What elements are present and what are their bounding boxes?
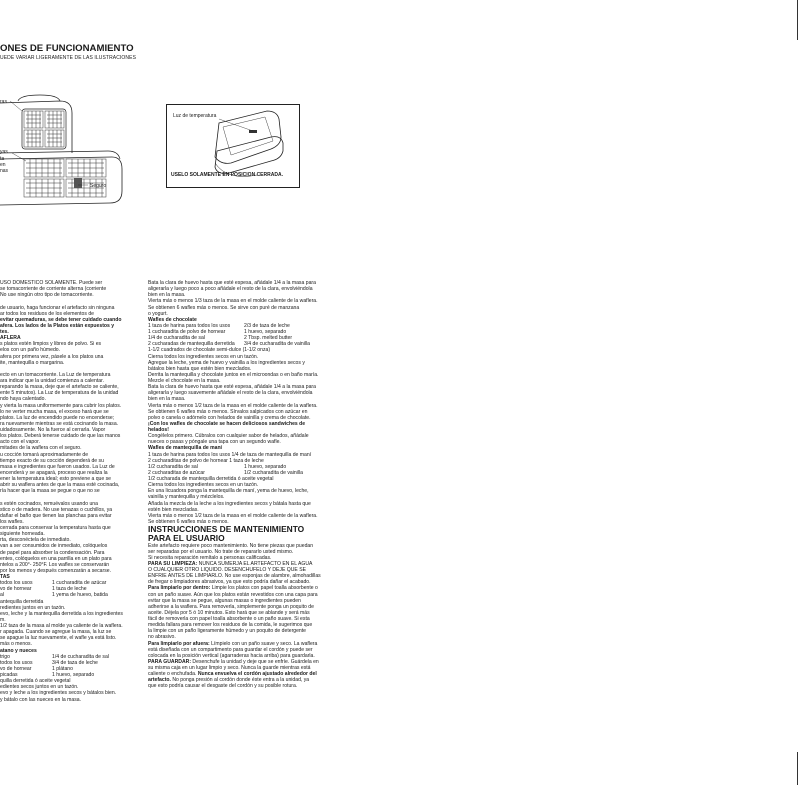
right-text-line: bien en la masa. xyxy=(148,292,186,299)
figure-label-3: en xyxy=(0,162,6,168)
left-text-line: van a ser consumidos de inmediato, colóquelos xyxy=(0,543,108,550)
right-text-line: está diseñada con un compartimento para guardar el cordón y puede ser xyxy=(148,646,313,653)
right-text-line-first: 1 cucharadita de polvo de hornear xyxy=(148,329,226,335)
right-text-line-second: 2/3 de taza de leche xyxy=(244,322,290,329)
left-text-line-second: 1 huevo, separado xyxy=(52,672,95,678)
right-text-line: INSTRUCCIONES DE MANTENIMIENTO xyxy=(148,524,305,534)
right-text-line: ser reparadas por el usuario. No trate de repararlo usted mismo. xyxy=(148,548,294,555)
right-text-line: aceite. Déjela por 5 ó 10 minutos. Esto hará que se ablande y será más xyxy=(148,609,310,616)
left-text-line-first: vo de hornear xyxy=(0,665,32,672)
left-text-line: masa e ingredientes que fueron usados. La Luz de xyxy=(0,463,115,470)
left-text-line: r apagada. Cuando se agregue la masa, la luz se xyxy=(0,629,112,636)
left-text-line: u cocción tomará aproximadamente de xyxy=(0,451,89,458)
left-text-line: evo y leche a los ingredientes secos y bátalos bien. xyxy=(0,690,117,697)
right-text-line-first: 2 cucharaditas de azúcar xyxy=(148,469,205,476)
right-text-line: Vierta más o menos 1/3 taza de la masa en el molde caliente de la waflera. xyxy=(148,298,318,305)
right-text-line: adherirse a la waflera. Para removerla, simplemente ponga un poquito de xyxy=(148,603,314,610)
right-text-line: Congélelos primero. Cúbralos con cualquier sabor de helados, añádale xyxy=(148,433,309,440)
left-text-line: y vierta la masa uniformemente para cubrir los platos. xyxy=(0,402,122,409)
crop-mark-top xyxy=(797,0,798,40)
right-text-line: Si necesita reparación remítalo a personas calificadas. xyxy=(148,554,272,561)
right-text-line: 2 cucharaditas de polvo de hornear 1 taza de leche xyxy=(148,457,264,464)
left-text-line: ar todos los residuos de los elementos de xyxy=(0,310,95,317)
right-text-line: la limpie con un paño ligeramente húmedo y un poquito de detergente xyxy=(148,628,307,635)
left-text-line-second: 3/4 de taza de leche xyxy=(52,659,98,666)
right-text-line: Agregue la leche, yema de huevo y vainilla a los ingredientes secos y xyxy=(148,359,305,366)
right-text-line: Bata la clara de huevo hasta que esté espesa, añádale 1/4 a la masa para xyxy=(148,280,316,286)
right-text-line: Vierta más o menos 1/2 taza de la masa en el molde caliente de la waflera. xyxy=(148,402,318,409)
right-text-line: Cierna todos los ingredientes secos en un tazón. xyxy=(148,482,259,489)
figure-label-4: nas xyxy=(0,168,9,174)
right-text-line: PARA EL USUARIO xyxy=(148,532,225,543)
left-text-line: antequilla derretida xyxy=(0,598,44,605)
left-text-line: AFLERA xyxy=(0,335,21,342)
figure-caption-closed: USELO SOLAMENTE EN POSICION CERRADA. xyxy=(171,172,283,178)
left-text-line: ite, mantequilla o margarina. xyxy=(0,359,65,366)
right-text-line: ENFRIE ANTES DE LIMPIARLO. No use esponjas de alambre, almohadillas xyxy=(148,573,321,580)
left-text-line: m. xyxy=(0,616,6,623)
left-text-line: atano y nueces xyxy=(0,647,37,654)
left-text-line-second: 1 taza de leche xyxy=(52,586,87,593)
figure-label-seguro: Seguro xyxy=(90,183,107,189)
right-text-line: Añada la mezcla de la leche a los ingredientes secos y bátala hasta que xyxy=(148,500,311,507)
right-text-line: ¡Con los wafles de chocolate se hacen deliciosos sandwiches de xyxy=(148,420,306,427)
left-text-line-second: 1/4 de cucharadita de sal xyxy=(52,653,109,660)
left-text-line: por los menos y después comenzarán a secarse. xyxy=(0,567,111,574)
left-text-line: mitades de la waflera con el seguro. xyxy=(0,445,82,452)
right-text-line: Se obtienen 6 wafles más o menos. xyxy=(148,518,229,525)
left-text-line: los wafles. xyxy=(0,518,24,525)
left-text-line: uidadosamente. No la fuerce al cerrarla. Vapor xyxy=(0,427,106,433)
left-text-line: abrir su waflera antes de que la masa esté cocinada, xyxy=(0,482,120,489)
left-text-line: reparando la masa, deje que el artefacto se caliente, xyxy=(0,384,119,391)
left-text-line: evo, leche y la mantequilla derretida a los ingredientes xyxy=(0,610,123,617)
right-text-line: no abrasivo. xyxy=(148,634,176,641)
right-text-line: colocada en la posición vertical (agarraderas hacia arriba) para guardarla. xyxy=(148,652,315,659)
left-text-line: entes, colóquelos en una parrilla en un plato para xyxy=(0,555,112,562)
left-text-line: ría hacer que la masa se pegue o que no se xyxy=(0,488,100,495)
left-text-line: evitar quemaduras, se debe tener cuidado cuando xyxy=(0,316,122,323)
left-text-line: s estén cocinados, remuévalos usando una xyxy=(0,500,98,507)
right-text-line: bien en la masa. xyxy=(148,396,186,403)
right-text-line: O CUALQUIER OTRO LIQUIDO. DESENCHUFELO Y DEJE QUE SE xyxy=(148,567,307,574)
right-text-line: Mezcle el chocolate en la masa. xyxy=(148,378,221,384)
right-text-line: 1-1/2 cuadrados de chocolate semi-dulce (1-1/2 onza) xyxy=(148,347,271,354)
right-text-line-second: 3/4 de cucharadita de vainilla xyxy=(244,341,310,348)
right-text-line-second: 1 huevo, separado xyxy=(244,463,287,470)
left-text-line: quilla derretida ó aceite vegetal xyxy=(0,678,71,685)
right-text-line: Se obtienen 6 wafles más o menos. Sírvalos salpicados con azúcar en xyxy=(148,408,308,415)
left-text-line: edientes secos juntos en un tazón. xyxy=(0,684,79,691)
right-text-line: aligerarla y luego poco a poco añádale el resto de la clara, envolviéndola xyxy=(148,286,313,293)
right-text-line: Derrita la mantequilla y chocolate juntos en el microondas o en baño maría. xyxy=(148,371,319,378)
left-text-line: TAS xyxy=(0,574,10,580)
left-text-line: tes. xyxy=(0,329,9,335)
figure-label-placas: ras xyxy=(0,99,7,105)
right-text-line: 1 taza de harina para todos los usos 1/4 de taza de mantequilla de maní xyxy=(148,451,312,458)
right-text-line: PARA SU LIMPIEZA: NUNCA SUMERJA EL ARTEFACTO EN EL AGUA xyxy=(148,560,313,567)
left-text-line: s platos estén limpios y libres de polvo. Si es xyxy=(0,341,102,348)
right-text-column xyxy=(148,280,338,750)
left-text-line: ntelos a 200°- 250°F. Los wafles se conservarán xyxy=(0,561,110,568)
right-text-line: su misma caja en un lugar limpio y seco. Nunca la guarde mientras está xyxy=(148,665,311,672)
waffle-maker-open-illustration xyxy=(0,93,130,208)
left-text-line: No use ningún otro tipo de tomacorriente. xyxy=(0,292,94,299)
right-text-line: artefacto. No ponga presión al cordón donde éste entra a la unidad, ya xyxy=(148,677,310,684)
left-text-line: ener la temperatura ideal; esto previene a que se xyxy=(0,476,112,482)
left-text-line: ra nuevamente mientras se está cocinando la masa. xyxy=(0,420,119,427)
left-text-line: ente 5 minutos). La Luz de temperatura de la unidad xyxy=(0,390,119,397)
left-text-line-first: todos los usos xyxy=(0,659,33,666)
left-text-column xyxy=(0,280,136,750)
right-text-line: medida fallara para remover los residuos de la comida, le sugerimos que xyxy=(148,622,313,629)
left-text-line: se apague la luz nuevamente, el wafle ya está listo. xyxy=(0,635,117,642)
left-text-line: los platos. Deberá tenerse cuidado de que las manos xyxy=(0,433,121,440)
left-text-line: de usuario, haga funcionar el artefacto sin ninguna xyxy=(0,304,115,311)
right-text-line: Para limpiarlo por dentro: Limpie los platos con papel toalla absorbente o xyxy=(148,585,318,592)
right-text-line-second: 1 huevo, separado xyxy=(244,329,287,335)
left-text-line: lo ne verter mucha masa, el exceso hará que se xyxy=(0,408,109,415)
right-text-line-first: 1 taza de harina para todos los usos xyxy=(148,322,231,329)
right-text-line: que esto podría causar el desgaste del cordón y su posible rotura. xyxy=(148,683,298,690)
left-text-line: más o menos. xyxy=(0,641,32,648)
left-text-line: y bátalo con las nueces en la masa. xyxy=(0,696,81,703)
left-text-line: encenderá y se apagará, proceso que realiza la xyxy=(0,469,108,476)
left-text-line: stico o de madera. No use tenazas o cuchillos, ya xyxy=(0,506,113,513)
right-text-line: Bata la clara de huevo hasta que esté espesa, añádale 1/4 a la masa para xyxy=(148,384,316,391)
right-text-line: helados! xyxy=(148,427,169,433)
left-text-line-second: 1 yema de huevo, batida xyxy=(52,592,108,599)
right-text-line-first: 1/2 cucharadita de sal xyxy=(148,463,198,470)
left-text-line: acto con el vapor. xyxy=(0,439,40,446)
crop-mark-bottom xyxy=(797,752,798,785)
right-text-line: Cierna todos los ingredientes secos en un tazón. xyxy=(148,353,259,360)
left-text-line: elos con un paño húmedo. xyxy=(0,347,61,354)
left-text-line: redientes juntos en un tazón. xyxy=(0,604,66,611)
left-text-line: cerrada para conservar la temperatura hasta que xyxy=(0,525,111,531)
left-text-line-first: picadas xyxy=(0,672,18,678)
left-text-line-first: vo de hornear xyxy=(0,586,32,593)
left-text-line: de papel para absorber la condensación. Para xyxy=(0,549,105,556)
right-text-line: Para limpiarlo por afuera: Límpielo con un paño suave y seco. La waflera xyxy=(148,640,318,647)
right-text-line: Se obtienen 6 wafles más o menos. Se sirve con puré de manzana xyxy=(148,304,300,311)
left-text-line: rta, desconéctela de inmediato. xyxy=(0,537,71,544)
left-text-line-second: 1 plátano xyxy=(52,665,73,672)
right-text-line: bátalos bien hasta que estén bien mezclados. xyxy=(148,365,252,372)
right-text-line: estén bien mezcladas. xyxy=(148,506,199,513)
left-text-line: ara indicar que la unidad comienza a calentar. xyxy=(0,378,104,384)
left-text-line: platos. La luz de encendido puede no encenderse; xyxy=(0,414,115,421)
right-text-line: 1/2 cucharada de mantequilla derretida ó aceite vegetal xyxy=(148,476,274,482)
left-text-line: afera. Los lados de la Platos están expuestos y xyxy=(0,322,115,329)
right-text-line-first: 1/4 de cucharadita de sal xyxy=(148,335,205,342)
left-text-line: ndo haya calentado. xyxy=(0,396,46,403)
left-text-line-first: trigo xyxy=(0,653,10,660)
left-text-line: dañar el baño que tienen las planchas para evitar xyxy=(0,512,112,519)
left-text-line: afera por primera vez, pásele a los platos una xyxy=(0,353,104,360)
left-text-line: se tomacorriente de corriente alterna (corriente xyxy=(0,286,107,293)
left-text-line-first: todos los usos xyxy=(0,580,33,587)
right-text-line: Wafles de chocolate xyxy=(148,316,197,323)
right-text-line: nueces o pasas y póngale una tapa con un segundo wafle. xyxy=(148,439,281,446)
page-title: ONES DE FUNCIONAMIENTO xyxy=(0,43,134,54)
left-text-line: tiempo exacto de su cocción dependerá de su xyxy=(0,457,104,464)
figure-label-luz-temperatura: Luz de temperatura xyxy=(173,113,217,119)
right-text-line: de fregar o limpiadores abrasivos, ya que esto podría dañar el acabado. xyxy=(148,579,311,586)
page-subtitle: UEDE VARIAR LIGERAMENTE DE LAS ILUSTRACIONES xyxy=(0,55,137,61)
left-text-line-first: al xyxy=(0,592,4,599)
left-text-line: siguiente horneada. xyxy=(0,531,45,538)
right-text-line: caliente o enchufada. Nunca envuelva el cordón ajustado alrededor del xyxy=(148,671,317,678)
right-text-line: En una licuadora ponga la mantequilla de maní, yema de huevo, leche, xyxy=(148,488,309,495)
right-text-line: polvo o canela o adórnelo con helados de vainilla y crema de chocolate. xyxy=(148,414,311,421)
right-text-line: con un paño suave. Aún que los platos están revestidos con una capa para xyxy=(148,591,318,598)
right-text-line: evitar que la masa se pegue, algunas masas o ingredientes pueden xyxy=(148,597,301,604)
right-text-line: PARA GUARDAR: Desenchufe la unidad y deje que se enfríe. Guárdela en xyxy=(148,658,319,665)
right-text-line: Wafles de mantequilla de maní xyxy=(148,445,222,452)
left-text-line: 1/2 taza de la masa al molde ya caliente de la waflera. xyxy=(0,623,123,629)
right-text-line: Vierta más o menos 1/2 taza de la masa en el molde caliente de la waflera. xyxy=(148,512,318,519)
figure-label-2: ta xyxy=(0,156,5,162)
right-text-line-second: 1/2 cucharadita de vainilla xyxy=(244,469,303,476)
right-text-line-first: 2 cucharadas de mantequilla derretida xyxy=(148,341,235,348)
left-text-line-second: 1 cucharadita de azúcar xyxy=(52,580,107,587)
right-text-line-second: 2 Tbsp. melted butter xyxy=(244,335,293,342)
right-text-line: o yogurt. xyxy=(148,310,168,317)
right-text-line: aligerarla y luego suavemente añádale el resto de la clara, envolviéndola xyxy=(148,390,313,397)
right-text-line: vainilla y mantequilla y mézclelos. xyxy=(148,494,225,501)
figure-label-1: yas xyxy=(0,149,8,155)
right-text-line: fácil de removerla con papel toalla absorbente o un paño suave. Si esta xyxy=(148,616,310,623)
left-text-line: ecto en un tomacorriente. La Luz de temperatura xyxy=(0,371,111,378)
right-text-line: Este artefacto requiere poco mantenimiento. No tiene piezas que puedan xyxy=(148,542,314,549)
left-text-line: USO DOMESTICO SOLAMENTE. Puede ser xyxy=(0,280,103,286)
